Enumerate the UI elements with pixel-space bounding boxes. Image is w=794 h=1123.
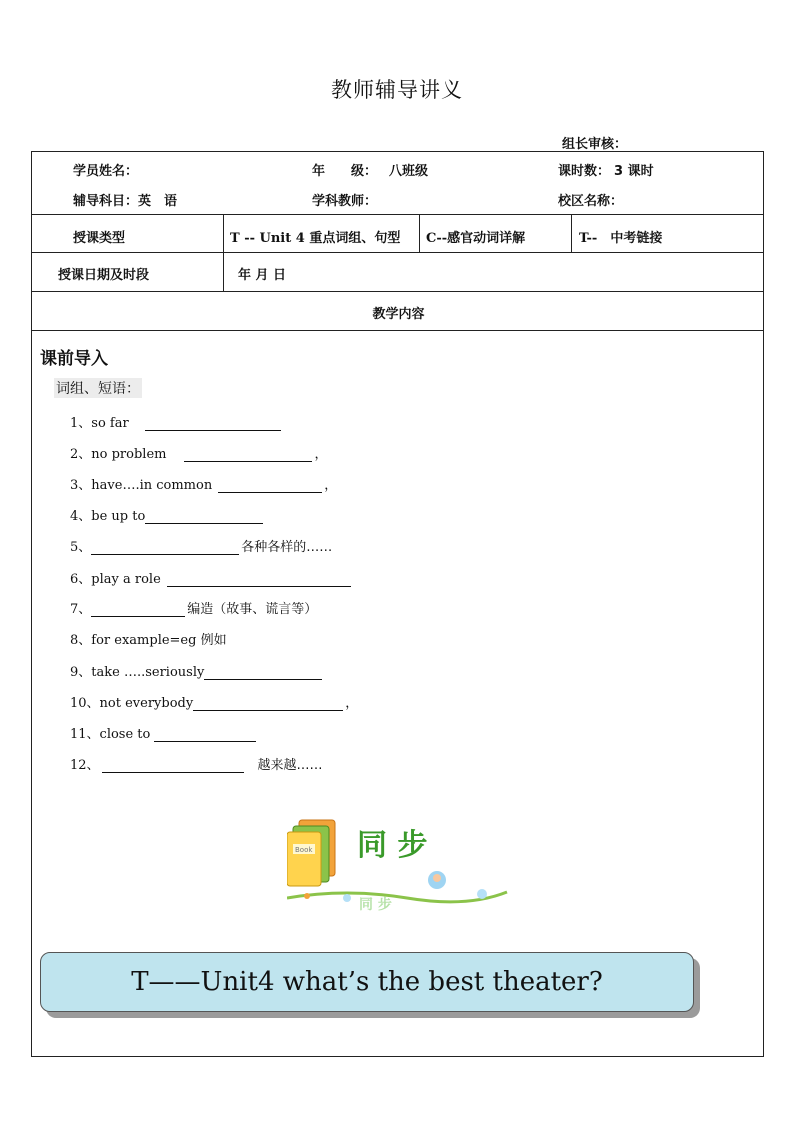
table-divider (32, 330, 763, 331)
list-item (70, 443, 328, 462)
item-text: have….in common (91, 478, 213, 493)
item-text: play a role (91, 572, 161, 587)
table-divider (223, 252, 224, 291)
item-number: 7、 (70, 602, 92, 617)
answer-blank[interactable] (218, 478, 322, 493)
item-suffix: 各种各样的…… (241, 540, 333, 555)
sync-logo (287, 812, 517, 912)
answer-blank[interactable] (167, 572, 351, 587)
item-suffix: 编造（故事、谎言等） (187, 602, 318, 617)
list-item (70, 723, 258, 742)
table-divider (32, 214, 763, 215)
list-item (70, 536, 332, 555)
document-title: 教师辅导讲义 (331, 78, 463, 102)
list-item (70, 692, 358, 711)
list-item (70, 568, 353, 587)
item-number: 5、 (70, 540, 92, 555)
lesson-type-label: 授课类型 (73, 231, 126, 246)
type-c-cell: C--感官动词详解 (426, 231, 526, 246)
item-number: 12、 (70, 758, 100, 773)
book-label: Book (295, 846, 313, 854)
lesson-frame (31, 151, 764, 1057)
student-name-label: 学员姓名： (73, 164, 139, 179)
answer-blank[interactable] (102, 758, 244, 773)
table-divider (32, 252, 763, 253)
item-number: 1、 (70, 416, 92, 431)
item-text: be up to (91, 509, 146, 524)
reviewer-label: 组长审核： (562, 137, 628, 152)
item-number: 2、 (70, 447, 92, 462)
answer-blank[interactable] (204, 665, 322, 680)
logo-subtitle: 同 步 (359, 897, 392, 913)
section-subtitle: 词组、短语： (54, 378, 142, 398)
item-suffix: ， (314, 447, 328, 462)
list-item (70, 629, 227, 648)
subject-label: 辅导科目：英 语 (73, 194, 178, 209)
answer-blank[interactable] (145, 509, 263, 524)
unit-banner (40, 952, 694, 1012)
hours-value: 3 课时 (614, 164, 654, 179)
banner-text: T——Unit4 what’s the best theater? (131, 967, 603, 997)
item-text: not everybody (99, 696, 194, 711)
campus-label: 校区名称： (558, 194, 624, 209)
item-text: take …..seriously (91, 665, 205, 680)
item-suffix: ， (324, 478, 338, 493)
list-item (70, 598, 317, 617)
item-text: so far (91, 416, 129, 431)
item-number: 3、 (70, 478, 92, 493)
item-text: for example=eg 例如 (91, 633, 227, 648)
grade-label: 年 级： (312, 164, 378, 179)
list-item (70, 661, 324, 680)
item-text: close to (99, 727, 151, 742)
list-item (70, 754, 323, 773)
teacher-label: 学科教师： (312, 194, 378, 209)
logo-title: 同 步 (357, 828, 428, 863)
answer-blank[interactable] (145, 416, 281, 431)
item-number: 6、 (70, 572, 92, 587)
answer-blank[interactable] (154, 727, 256, 742)
answer-blank[interactable] (91, 540, 239, 555)
item-number: 10、 (70, 696, 100, 711)
date-value: 年 月 日 (238, 268, 287, 283)
type-t-cell: T -- Unit 4 重点词组、句型 (230, 231, 401, 246)
section-title: 课前导入 (40, 349, 108, 369)
answer-blank[interactable] (184, 447, 312, 462)
grade-value: 八班级 (389, 164, 429, 179)
item-number: 9、 (70, 665, 92, 680)
item-text: no problem (91, 447, 167, 462)
content-label: 教学内容 (372, 307, 425, 322)
date-label: 授课日期及时段 (58, 268, 150, 283)
answer-blank[interactable] (193, 696, 343, 711)
item-number: 11、 (70, 727, 100, 742)
type-t2-cell: T-- 中考链接 (579, 231, 663, 246)
item-suffix: ， (345, 696, 359, 711)
list-item (70, 505, 265, 524)
answer-blank[interactable] (91, 602, 185, 617)
list-item (70, 412, 283, 431)
hours-label: 课时数： (558, 164, 611, 179)
item-suffix: 越来越…… (257, 758, 323, 773)
table-divider (571, 214, 572, 252)
list-item (70, 474, 337, 493)
item-number: 4、 (70, 509, 92, 524)
table-divider (419, 214, 420, 252)
item-number: 8、 (70, 633, 92, 648)
table-divider (32, 291, 763, 292)
table-divider (223, 214, 224, 252)
